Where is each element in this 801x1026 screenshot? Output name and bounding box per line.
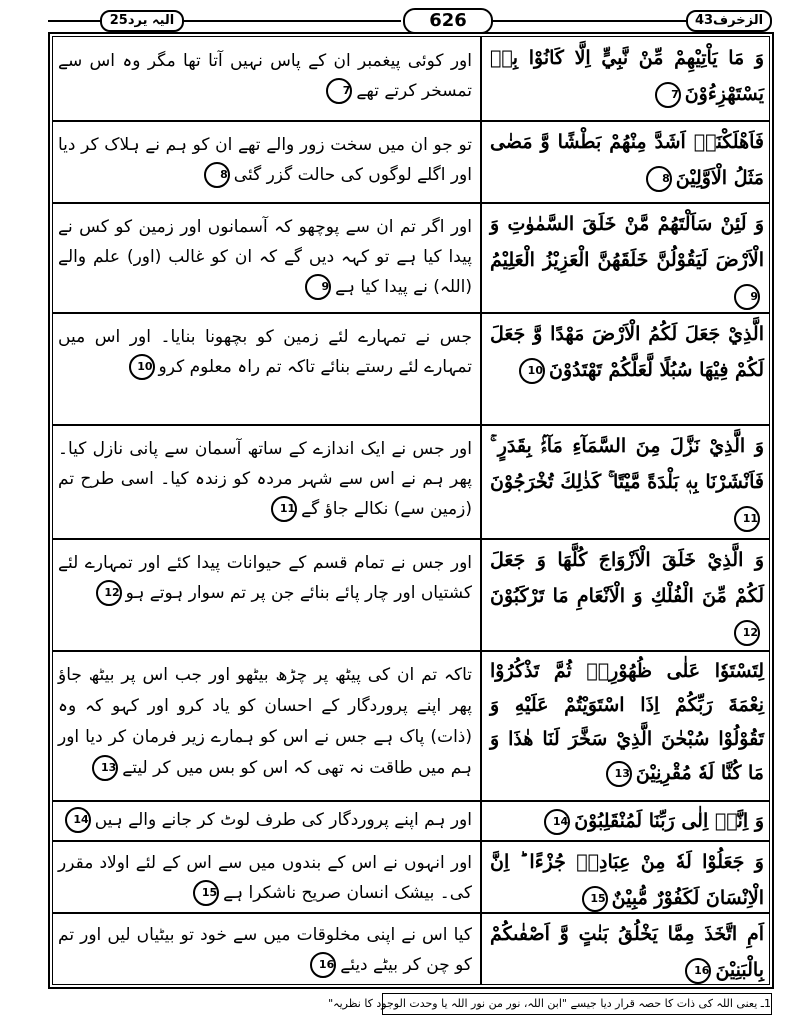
ayah-translation: جس نے تمہارے لئے زمین کو بچھونا بنایا۔ اور اس میں تمہارے لئے رستے بنائے تاکہ تم راہ معلوم کرو10 — [58, 322, 472, 392]
ayah-arabic: وَ لَئِنْ سَاَلْتَهُمْ مَّنْ خَلَقَ السَّمٰوٰتِ وَ الْاَرْضَ لَيَقُوْلُنَّ خَلَقَهُنَّ الْعَزِيْزُ الْعَلِيْمُ9 — [490, 206, 764, 310]
ayah-translation: تاکہ تم ان کی پیٹھ پر چڑھ بیٹھو اور جب اس پر بیٹھ جاؤ پھر اپنے پروردگار کے احسان کو یاد کرو اور کہو کہ وہ (ذات) پاک ہے جس نے اس کو ہمارے زیر فرمان کر دیا اور ہم میں طاقت نہ تھی کہ اس کو بس میں کر لیتے13 — [58, 660, 472, 798]
ayah-translation: اور ہم اپنے پروردگار کی طرف لوٹ کر جانے والے ہیں14 — [58, 805, 472, 839]
ayah-number-marker: 15 — [193, 880, 219, 906]
ayah-translation: اور جس نے ایک اندازے کے ساتھ آسمان سے پانی نازل کیا۔ پھر ہم نے اس سے شہر مردہ کو زندہ کیا۔ اسی طرح تم (زمین سے) نکالے جاؤ گے11 — [58, 434, 472, 534]
ayah-number-marker: 9 — [734, 284, 760, 310]
ayah-number-marker: 11 — [271, 496, 297, 522]
row-separator — [52, 800, 770, 802]
ayah-arabic: فَاَهْلَكْنَاۤ اَشَدَّ مِنْهُمْ بَطْشًا وَّ مَضٰى مَثَلُ الْاَوَّلِيْنَ8 — [490, 124, 764, 200]
ayah-translation: اور اگر تم ان سے پوچھو کہ آسمانوں اور زمین کو کس نے پیدا کیا ہے تو کہہ دیں گے کہ ان کو غالب (اور) علم والے (اللہ) نے پیدا کیا ہے9 — [58, 212, 472, 310]
footnote: 1ـ یعنی اللہ کی ذات کا حصہ قرار دیا جیسے "ابن اللہ، نور من نور اللہ یا وحدت الوجود کا نظریہ" — [382, 993, 772, 1015]
para-label: الیہ یرد25 — [100, 10, 184, 32]
ayah-number-marker: 7 — [326, 78, 352, 104]
ayah-arabic: وَ جَعَلُوْا لَهٗ مِنْ عِبَادِهٖ جُزْءًا ؕ اِنَّ الْاِنْسَانَ لَكَفُوْرٌ مُّبِيْنٌ15 — [490, 844, 764, 910]
ayah-number-marker: 13 — [92, 755, 118, 781]
ayah-number-marker: 7 — [655, 82, 681, 108]
ayah-arabic: وَ الَّذِيْ خَلَقَ الْاَزْوَاجَ كُلَّهَا وَ جَعَلَ لَكُمْ مِّنَ الْفُلْكِ وَ الْاَنْعَامِ مَا تَرْكَبُوْنَ12 — [490, 542, 764, 648]
ayah-number-marker: 10 — [129, 354, 155, 380]
ayah-arabic: اَمِ اتَّخَذَ مِمَّا يَخْلُقُ بَنٰتٍ وَّ اَصْفٰىكُمْ بِالْبَنِيْنَ16 — [490, 916, 764, 986]
surah-label: الزخرف43 — [686, 10, 772, 32]
header-rule-mid-right — [493, 20, 686, 22]
ayah-arabic: وَ اِنَّاۤ اِلٰى رَبِّنَا لَمُنْقَلِبُوْنَ14 — [490, 803, 764, 839]
page-header — [48, 8, 772, 32]
ayah-number-marker: 13 — [606, 761, 632, 787]
ayah-arabic: وَ مَا يَاْتِيْهِمْ مِّنْ نَّبِيٍّ اِلَّا كَانُوْا بِهٖ يَسْتَهْزِءُوْنَ7 — [490, 40, 764, 118]
header-rule-mid-left — [184, 20, 401, 22]
ayah-number-marker: 11 — [734, 506, 760, 532]
ayah-number-marker: 9 — [305, 274, 331, 300]
ayah-arabic: الَّذِيْ جَعَلَ لَكُمُ الْاَرْضَ مَهْدًا وَّ جَعَلَ لَكُمْ فِيْهَا سُبُلًا لَّعَلَّكُمْ تَهْتَدُوْنَ10 — [490, 316, 764, 422]
ayah-translation: تو جو ان میں سخت زور والے تھے ان کو ہم نے ہلاک کر دیا اور اگلے لوگوں کی حالت گزر گئی8 — [58, 130, 472, 200]
row-separator — [52, 120, 770, 122]
ayah-number-marker: 14 — [65, 807, 91, 833]
ayah-arabic: وَ الَّذِيْ نَزَّلَ مِنَ السَّمَآءِ مَآءًۢ بِقَدَرٍ ۚ فَاَنْشَرْنَا بِهٖ بَلْدَةً مَّيْتًا ۚ كَذٰلِكَ تُخْرَجُوْنَ11 — [490, 428, 764, 536]
ayah-arabic: لِتَسْتَوٗا عَلٰى ظُهُوْرِهٖ ثُمَّ تَذْكُرُوْا نِعْمَةَ رَبِّكُمْ اِذَا اسْتَوَيْتُمْ عَلَيْهِ وَ تَقُوْلُوْا سُبْحٰنَ الَّذِيْ سَخَّرَ لَنَا هٰذَا وَ مَا كُنَّا لَهٗ مُقْرِنِيْنَ13 — [490, 654, 764, 798]
ayah-number-marker: 14 — [544, 809, 570, 835]
ayah-translation: کیا اس نے اپنی مخلوقات میں سے خود تو بیٹیاں لیں اور تم کو چن کر بیٹے دیئے16 — [58, 920, 472, 984]
ayah-translation: اور انہوں نے اس کے بندوں میں سے اس کے لئے اولاد مقرر کی۔ بیشک انسان صریح ناشکرا ہے15 — [58, 848, 472, 910]
ayah-number-marker: 12 — [734, 620, 760, 646]
ayah-translation: اور کوئی پیغمبر ان کے پاس نہیں آتا تھا مگر وہ اس سے تمسخر کرتے تھے7 — [58, 46, 472, 118]
header-rule-left — [48, 20, 100, 22]
ayah-number-marker: 16 — [310, 952, 336, 978]
ayah-number-marker: 15 — [582, 886, 608, 912]
row-separator — [52, 424, 770, 426]
row-separator — [52, 202, 770, 204]
row-separator — [52, 312, 770, 314]
ayah-number-marker: 8 — [204, 162, 230, 188]
ayah-translation: اور جس نے تمام قسم کے حیوانات پیدا کئے اور تمہارے لئے کشتیاں اور چار پائے بنائے جن پر تم سوار ہوتے ہو12 — [58, 548, 472, 648]
ayah-number-marker: 16 — [685, 958, 711, 984]
column-divider — [480, 36, 482, 985]
ayah-number-marker: 12 — [96, 580, 122, 606]
page-number: 626 — [403, 8, 493, 34]
row-separator — [52, 538, 770, 540]
row-separator — [52, 650, 770, 652]
row-separator — [52, 840, 770, 842]
ayah-number-marker: 10 — [519, 358, 545, 384]
ayah-number-marker: 8 — [646, 166, 672, 192]
